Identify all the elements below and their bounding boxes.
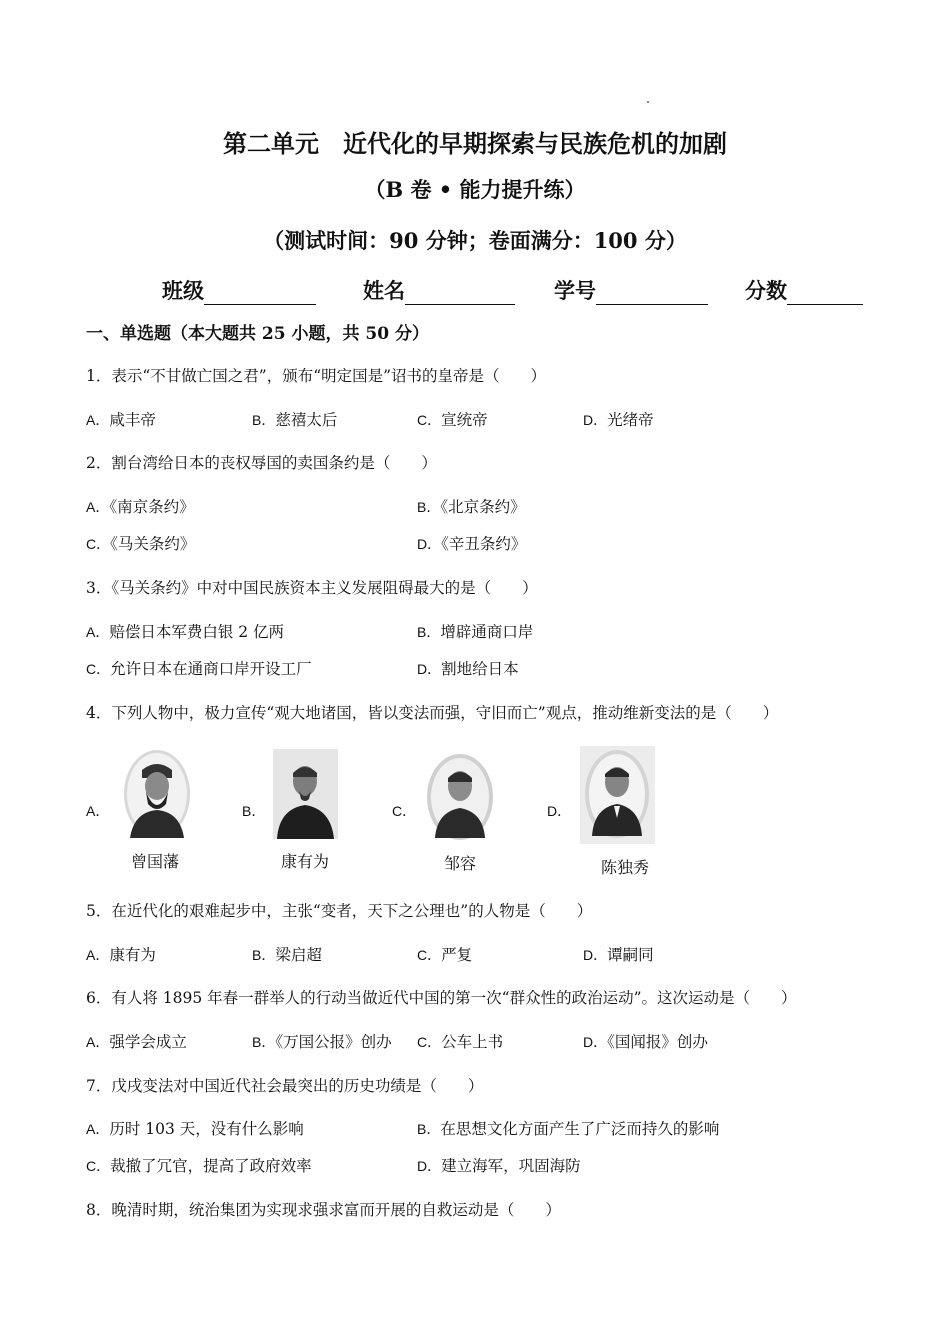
field-score-blank[interactable] xyxy=(787,284,863,305)
question-8-stem: 8．晚清时期，统治集团为实现求强求富而开展的自救运动是（ ） xyxy=(86,1201,561,1219)
question-5-stem: 5．在近代化的艰难起步中，主张“变者，天下之公理也”的人物是（ ） xyxy=(86,902,593,920)
q4-option-d-label[interactable]: D． xyxy=(547,803,572,819)
question-4-stem: 4．下列人物中，极力宣传“观大地诸国，皆以变法而强，守旧而亡”观点，推动维新变法的是（ ） xyxy=(86,704,779,722)
caption-kang-youwei: 康有为 xyxy=(280,852,329,871)
q6-option-b[interactable]: B．《万国公报》创办 xyxy=(252,1033,392,1051)
field-class-blank[interactable] xyxy=(204,284,316,305)
q5-option-a[interactable]: A．康有为 xyxy=(86,946,156,964)
field-class xyxy=(162,275,316,305)
field-number xyxy=(554,275,708,305)
q6-option-c[interactable]: C．公车上书 xyxy=(417,1033,504,1051)
q2-option-b[interactable]: B．《北京条约》 xyxy=(417,498,526,516)
q6-option-d[interactable]: D．《国闻报》创办 xyxy=(583,1033,708,1051)
q3-option-b[interactable]: B．增辟通商口岸 xyxy=(417,623,534,641)
field-name-label: 姓名 xyxy=(363,278,405,303)
q5-option-b[interactable]: B．梁启超 xyxy=(252,946,322,964)
portrait-zou-rong-image xyxy=(425,752,495,842)
q2-option-a[interactable]: A．《南京条约》 xyxy=(86,498,195,516)
question-7-stem: 7．戊戌变法对中国近代社会最突出的历史功绩是（ ） xyxy=(86,1077,484,1095)
question-6-stem: 6．有人将 1895 年春一群举人的行动当做近代中国的第一次“群众性的政治运动”。这次运动是（ ） xyxy=(86,989,797,1007)
q7-option-c[interactable]: C．裁撤了冗官，提高了政府效率 xyxy=(86,1157,312,1175)
field-number-blank[interactable] xyxy=(596,284,708,305)
field-score xyxy=(745,275,863,305)
q5-option-c[interactable]: C．严复 xyxy=(417,946,473,964)
portrait-chen-duxiu-image xyxy=(580,746,655,844)
q5-option-d[interactable]: D．谭嗣同 xyxy=(583,946,654,964)
portrait-kang-youwei-image xyxy=(273,749,338,839)
test-info: （测试时间：90 分钟；卷面满分：100 分） xyxy=(263,228,687,253)
q1-option-b[interactable]: B．慈禧太后 xyxy=(252,411,338,429)
field-score-label: 分数 xyxy=(745,278,787,303)
question-1-stem: 1．表示“不甘做亡国之君”，颁布“明定国是”诏书的皇帝是（ ） xyxy=(86,367,547,385)
page-subtitle: （B 卷 • 能力提升练） xyxy=(364,177,586,202)
q7-option-b[interactable]: B．在思想文化方面产生了广泛而持久的影响 xyxy=(417,1120,720,1138)
q3-option-a[interactable]: A．赔偿日本军费白银 2 亿两 xyxy=(86,623,285,641)
q2-option-d[interactable]: D．《辛丑条约》 xyxy=(417,535,527,553)
field-number-label: 学号 xyxy=(554,278,596,303)
caption-zeng-guofan: 曾国藩 xyxy=(130,852,179,871)
page-title: 第二单元 近代化的早期探索与民族危机的加剧 xyxy=(223,129,727,158)
question-3-stem: 3．《马关条约》中对中国民族资本主义发展阻碍最大的是（ ） xyxy=(86,579,538,597)
question-2-stem: 2．割台湾给日本的丧权辱国的卖国条约是（ ） xyxy=(86,454,437,472)
field-name xyxy=(363,275,515,305)
field-class-label: 班级 xyxy=(162,278,204,303)
stray-dot xyxy=(647,101,649,103)
portrait-zeng-guofan-image xyxy=(120,748,195,840)
q6-option-a[interactable]: A．强学会成立 xyxy=(86,1033,187,1051)
q7-option-d[interactable]: D．建立海军，巩固海防 xyxy=(417,1157,581,1175)
q1-option-d[interactable]: D．光绪帝 xyxy=(583,411,654,429)
q4-option-b-label[interactable]: B． xyxy=(242,803,266,819)
q1-option-c[interactable]: C．宣统帝 xyxy=(417,411,488,429)
q3-option-d[interactable]: D．割地给日本 xyxy=(417,660,519,678)
q7-option-a[interactable]: A．历时 103 天，没有什么影响 xyxy=(86,1120,304,1138)
q4-option-a-label[interactable]: A． xyxy=(86,803,110,819)
caption-zou-rong: 邹容 xyxy=(443,854,476,873)
q3-option-c[interactable]: C．允许日本在通商口岸开设工厂 xyxy=(86,660,312,678)
section-title: 一、单选题（本大题共 25 小题，共 50 分） xyxy=(86,324,429,344)
q1-option-a[interactable]: A．咸丰帝 xyxy=(86,411,156,429)
q4-option-c-label[interactable]: C． xyxy=(392,803,417,819)
caption-chen-duxiu: 陈独秀 xyxy=(600,858,649,877)
field-name-blank[interactable] xyxy=(405,284,515,305)
q2-option-c[interactable]: C．《马关条约》 xyxy=(86,535,196,553)
